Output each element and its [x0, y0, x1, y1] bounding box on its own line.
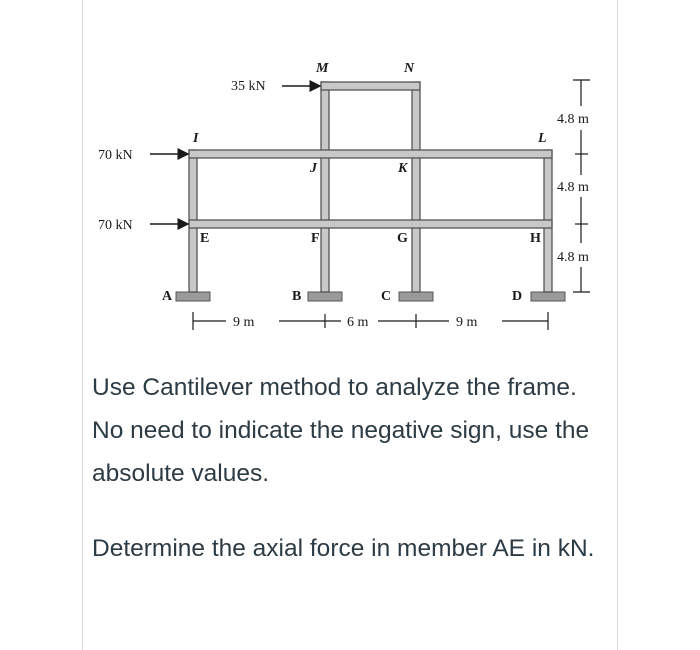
span-label-cd: 9 m — [456, 315, 478, 330]
node-label-f: F — [311, 231, 320, 246]
height-label-middle: 4.8 m — [557, 180, 589, 195]
support-c — [399, 292, 433, 301]
node-label-n: N — [404, 61, 415, 76]
node-label-j: J — [310, 161, 317, 176]
span-label-bc: 6 m — [347, 315, 369, 330]
load-label-lower: 70 kN — [98, 218, 133, 233]
column-cg-gk-kn — [412, 82, 420, 292]
support-a — [176, 292, 210, 301]
load-label-upper: 70 kN — [98, 148, 133, 163]
node-label-k: K — [398, 161, 408, 176]
support-d — [531, 292, 565, 301]
column-bf-fj-jm — [321, 82, 329, 292]
node-label-a: A — [162, 289, 173, 304]
height-label-bottom: 4.8 m — [557, 250, 589, 265]
node-label-h: H — [530, 231, 541, 246]
node-label-l: L — [538, 131, 547, 146]
load-label-top: 35 kN — [231, 79, 266, 94]
height-label-top: 4.8 m — [557, 112, 589, 127]
beam-eh — [189, 220, 552, 228]
node-label-i: I — [193, 131, 199, 146]
question-instructions: Use Cantilever method to analyze the frame. No need to indicate the negative sign, use the absolute values. — [92, 374, 590, 487]
span-label-ab: 9 m — [233, 315, 255, 330]
node-label-e: E — [200, 231, 210, 246]
question-prompt: Determine the axial force in member AE in kN. — [92, 535, 595, 562]
node-label-m: M — [316, 61, 329, 76]
node-label-g: G — [397, 231, 408, 246]
node-label-b: B — [292, 289, 302, 304]
node-label-c: C — [381, 289, 392, 304]
node-label-d: D — [512, 289, 523, 304]
beam-mn — [321, 82, 420, 90]
beam-il — [189, 150, 552, 158]
support-b — [308, 292, 342, 301]
